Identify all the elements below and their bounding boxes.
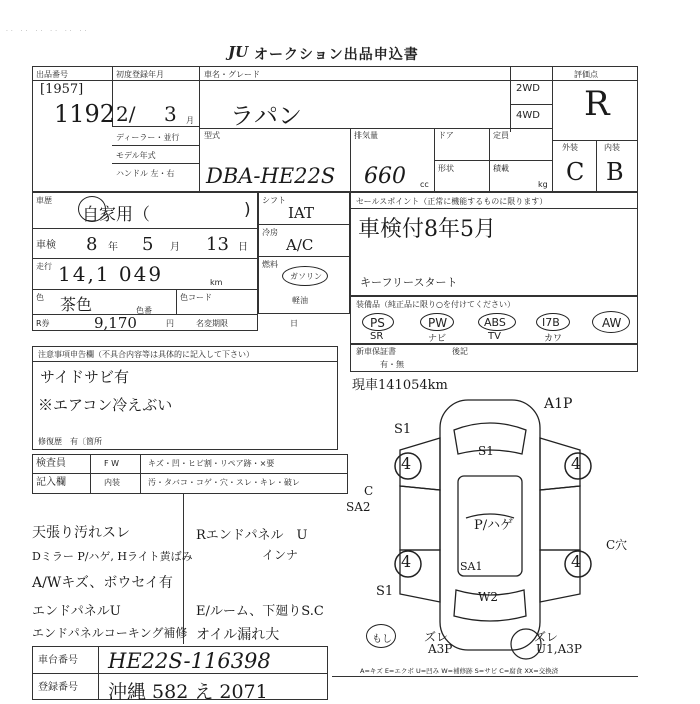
load-label: 積載 <box>493 164 509 173</box>
mileage-value: 14,1 049 <box>58 262 164 286</box>
color-code-label: 色コード <box>180 293 212 302</box>
unit-kg: kg <box>538 180 548 189</box>
month-suffix-2: 月 <box>170 242 180 253</box>
lot-sub-number: [1957] <box>40 82 84 97</box>
drive-4wd: 4WD <box>516 110 540 121</box>
reg-no-label: 登録番号 <box>38 682 78 693</box>
model-code-label: 型式 <box>204 131 220 140</box>
door-label: ドア <box>438 131 454 140</box>
logo: JU <box>228 43 249 61</box>
writer-items: 汚・タバコ・コゲ・穴・スレ・キレ・破レ <box>148 478 300 487</box>
handle-label: ハンドル 左・右 <box>116 169 175 178</box>
color-label: 色 <box>36 293 44 302</box>
displacement-label: 排気量 <box>354 131 378 140</box>
first-reg-month: 3 <box>164 102 177 126</box>
lower-mid-1: Rエンドパネル U <box>196 528 308 543</box>
gasoline-circle <box>282 266 328 286</box>
inspection-day: 13 <box>206 234 229 255</box>
history-circle <box>78 196 106 222</box>
recycle-amount: 9,170 <box>94 314 137 332</box>
recycle-label: R券 <box>36 319 50 328</box>
grade-label: 評価点 <box>574 70 598 79</box>
mark-a3p-1: A3P <box>428 642 453 656</box>
model-code: DBA-HE22S <box>206 164 336 188</box>
first-reg-label: 初度登録年月 <box>116 70 164 79</box>
note-1: サイドサビ有 <box>40 368 129 386</box>
day-suffix: 日 <box>238 242 248 253</box>
equip-pw: PW <box>428 316 448 330</box>
chassis-no-label: 車台番号 <box>38 655 78 666</box>
fuel-label: 燃料 <box>262 260 278 269</box>
tire-fl: 4 <box>401 454 412 473</box>
mark-s1-a: S1 <box>394 422 412 437</box>
form-title: オークション出品申込書 <box>254 47 419 63</box>
sales-points-label: セールスポイント（正常に機能するものに限ります） <box>356 197 548 206</box>
inspection-label: 車検 <box>36 240 56 251</box>
equip-ps: PS <box>370 316 385 330</box>
tire-rl: 4 <box>401 552 412 571</box>
drive-2wd: 2WD <box>516 83 540 94</box>
tire-fr: 4 <box>571 454 582 473</box>
warranty-label: 新車保証書 <box>356 347 396 356</box>
equip-nav: ナビ <box>428 334 447 344</box>
transfer-label: 名変期限 <box>196 319 228 328</box>
reg-no: 沖縄 582 え 2071 <box>108 681 268 703</box>
inspector-items: キズ・凹・ヒビ割・リペア跡・×要 <box>148 459 275 468</box>
equip-airbag: I7B <box>542 316 560 329</box>
equip-aw: AW <box>602 316 622 330</box>
mark-a1p: A1P <box>544 396 573 412</box>
mark-w2: W2 <box>478 590 498 604</box>
car-name-label: 車名・グレード <box>204 70 260 79</box>
mark-u1a3p: U1,A3P <box>536 642 582 656</box>
exterior-grade: C <box>566 158 585 186</box>
model-year-label: モデル年式 <box>116 151 156 160</box>
dealer-label: ディーラー・並行 <box>116 133 180 142</box>
color-no-label: 色番 <box>136 306 152 315</box>
mileage-label: 走行 <box>36 262 52 271</box>
mark-c-left: C <box>364 484 374 498</box>
note-2: ※エアコン冷えぶい <box>38 396 173 414</box>
mark-c-right: C穴 <box>606 538 628 552</box>
history-value: 自家用（ <box>82 205 150 225</box>
lower-mid-2: インナ <box>262 548 299 562</box>
lower-left-4: エンドパネルU <box>32 604 121 619</box>
mark-zure-1: ズレ <box>424 630 449 644</box>
unit-km: km <box>210 278 223 287</box>
lot-no-label: 出品番号 <box>36 70 68 79</box>
grade-value: R <box>584 84 610 124</box>
equip-tv: TV <box>488 331 501 342</box>
fuel-gasoline: ガソリン <box>290 272 322 281</box>
lot-number: 1192 <box>54 100 116 128</box>
damage-legend: A=キズ E=エクボ U=凹み W=補修跡 S=サビ C=腐食 XX=交換済 <box>360 667 559 675</box>
ok-stamp: もし <box>372 634 392 645</box>
day-label: 日 <box>290 319 298 328</box>
notes-label: 注意事項申告欄（不具合内容等は具体的に記入して下さい） <box>38 350 254 359</box>
auction-sheet: ·· ·· ·· ·· ·· ·· JU オークション出品申込書 出品番号 初度登録年月 車名・グレード 2WD 4WD 評価点 ディーラー・並行 モデル年式 ハンドル 左・右 型式 排気量 ドア 定員 形状 積載 外装 内装 cc kg [1957] 1192 2/ 3 月 ラパン R C B DBA-HE22S 660 車歴 自家用（ ) 車検 8 年 5 月 13 日 走行 14,1 049 km 色 茶色 色番 色コード R券 9,170 円 名変期限 日 シフト IAT 冷房 A/C 燃料 ガソリン 軽油 セールスポイント（正常に機能するものに限ります） 車検付8年5月 キーフリースタート 装備品（純正品に限り○を付けてください） PS PW ABS I7B AW SR ナビ TV カワ 注意事項申告欄（不具合内容等は具体的に記入して下さい） サイドサビ有 ※エアコン冷えぶい 修復歴 有〔箇所 新車保証書 後記 有・無 現車141054km 検査員 記入欄 F W 内装 キズ・凹・ヒビ割・リペア跡・×要 汚・タバコ・コゲ・穴・スレ・キレ・破レ 天張り汚れスレ Dミラー P/ハゲ, Hライト黄ばみ A/Wキズ、ボウセイ有 エンドパネルU エンドパネルコーキング補修 Rエンドパネル U インナ E/ルーム、下廻りS.C オイル漏れ大 車台番号 登録番号 HE22S-116398 沖縄 582 え 2071 A=キズ E=エクボ U=凹み W=補修跡 S=サビ C=腐食 XX=交換済 4 4 4 4 A1P S1 S1 C SA2 P/ハゲ C穴 SA1 S1 W2 もし ズレ A3P ズレ U1,A3P <box>0 0 700 700</box>
ac-label: 冷房 <box>262 228 278 237</box>
writer-label: 記入欄 <box>36 477 66 488</box>
fw-label: F W <box>104 459 120 468</box>
inspection-year: 8 <box>86 234 98 255</box>
mark-zure-2: ズレ <box>534 630 559 644</box>
shift-label: シフト <box>262 196 286 205</box>
equip-abs: ABS <box>484 316 506 329</box>
lower-left-2: Dミラー P/ハゲ, Hライト黄ばみ <box>32 550 193 563</box>
fuel-diesel: 軽油 <box>292 296 308 305</box>
ac-value: A/C <box>286 236 314 254</box>
equipment-label: 装備品（純正品に限り○を付けてください） <box>356 300 515 309</box>
displacement: 660 <box>364 164 406 189</box>
sales-point-1: 車検付8年5月 <box>358 217 496 242</box>
chassis-no: HE22S-116398 <box>108 649 271 673</box>
unit-cc: cc <box>420 180 429 189</box>
equip-sr: SR <box>370 331 384 342</box>
lower-mid-3: E/ルーム、下廻りS.C <box>196 604 324 619</box>
mark-s1-b: S1 <box>478 444 494 458</box>
tire-rr: 4 <box>571 552 582 571</box>
yen-label: 円 <box>166 319 174 328</box>
lower-left-1: 天張り汚れスレ <box>32 525 130 541</box>
mark-p-hage: P/ハゲ <box>474 518 514 533</box>
lower-left-3: A/Wキズ、ボウセイ有 <box>32 575 173 591</box>
mark-s1-c: S1 <box>376 584 394 599</box>
interior-label: 内装 <box>604 143 620 152</box>
first-reg-year: 2/ <box>116 102 136 126</box>
history-label: 車歴 <box>36 196 52 205</box>
year-suffix: 年 <box>108 242 118 253</box>
interior-sub-label: 内装 <box>104 478 120 487</box>
shape-label: 形状 <box>438 164 454 173</box>
capacity-label: 定員 <box>493 131 509 140</box>
interior-grade: B <box>606 158 624 186</box>
sales-point-2: キーフリースタート <box>360 276 458 289</box>
actual-mileage: 現車141054km <box>352 378 448 393</box>
exterior-label: 外装 <box>562 143 578 152</box>
lower-mid-4: オイル漏れ大 <box>196 627 280 643</box>
month-suffix: 月 <box>186 116 194 125</box>
car-name: ラパン <box>230 102 302 130</box>
color-value: 茶色 <box>60 295 93 314</box>
inspector-label: 検査員 <box>36 458 66 469</box>
shift-value: IAT <box>288 204 314 222</box>
inspection-month: 5 <box>142 234 154 255</box>
yes-no-label: 有・無 <box>380 360 404 369</box>
top-stamp: ·· ·· ·· ·· ·· ·· <box>6 28 90 35</box>
mark-sa1: SA1 <box>460 560 483 573</box>
after-book-label: 後記 <box>452 347 468 356</box>
lower-left-5: エンドパネルコーキング補修 <box>32 626 188 640</box>
mark-sa2: SA2 <box>346 500 371 514</box>
equip-aw2: カワ <box>544 334 563 344</box>
repair-label: 修復歴 有〔箇所 <box>38 437 102 446</box>
